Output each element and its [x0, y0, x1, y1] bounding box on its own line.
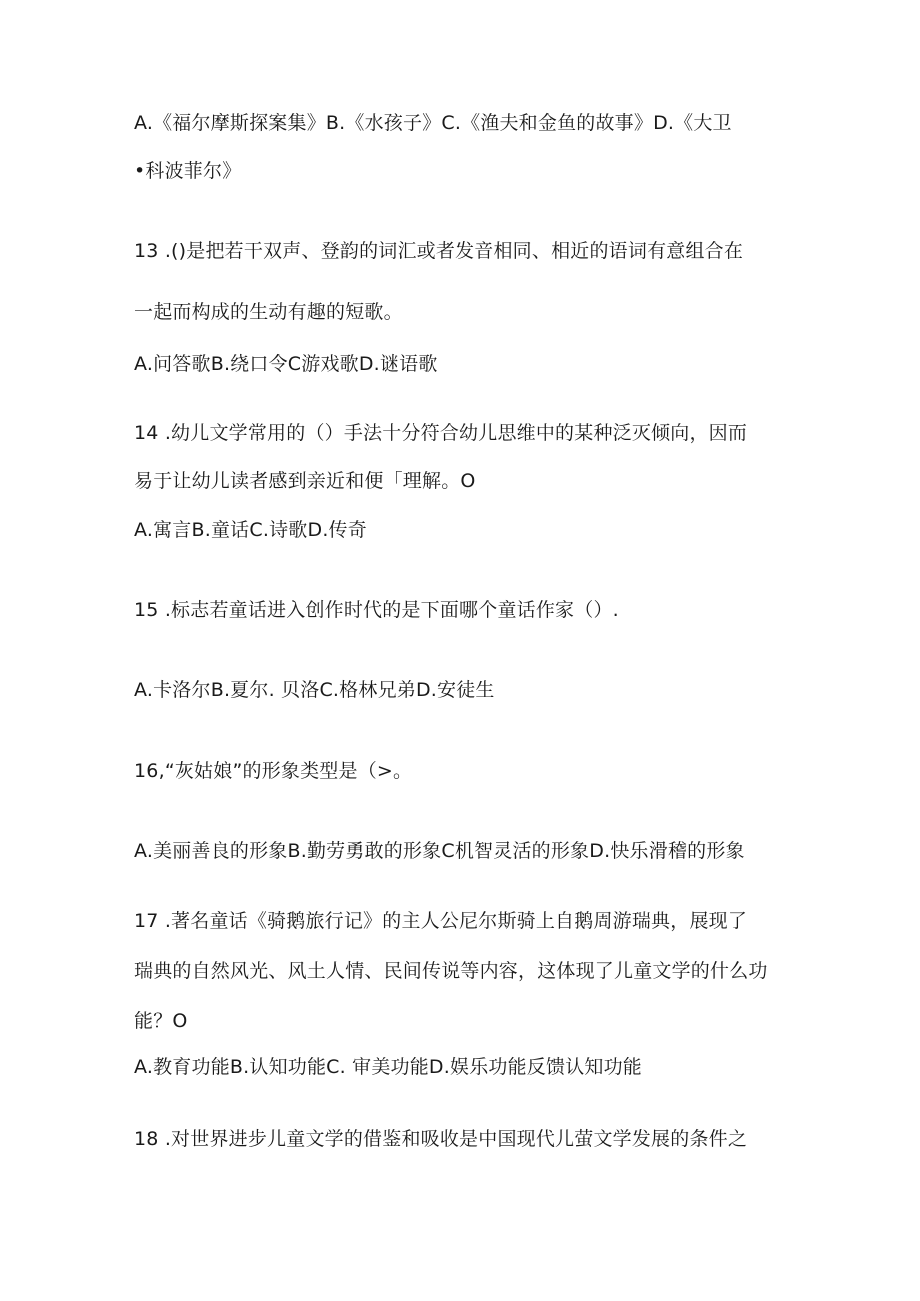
q14-question-line-1: 14 .幼儿文学常用的（）手法十分符合幼儿思维中的某种泛灭倾向，因而 [134, 422, 748, 444]
q16-options: A.美丽善良的形象B.勤劳勇敢的形象C机智灵活的形象D.快乐滑稽的形象 [134, 840, 745, 862]
q18-question-line-1: 18 .对世界进步儿童文学的借鉴和吸收是中国现代儿萤文学发展的条件之 [134, 1128, 748, 1150]
q12-options-line-1: A.《福尔摩斯探案集》B.《水孩子》C.《渔夫和金鱼的故事》D.《大卫 [134, 112, 732, 134]
q13-question-line-1: 13 .()是把若干双声、登韵的词汇或者发音相同、相近的语词有意组合在 [134, 240, 744, 262]
q13-options: A.问答歌B.绕口令C游戏歌D.谜语歌 [134, 353, 438, 375]
q17-question-line-3: 能？O [134, 1010, 188, 1032]
q15-question: 15 .标志若童话进入创作时代的是下面哪个童话作家（）. [134, 599, 619, 621]
q17-options: A.教育功能B.认知功能C. 审美功能D.娱乐功能反馈认知功能 [134, 1056, 642, 1078]
q16-question: 16,“灰姑娘”的形象类型是（>。 [134, 760, 413, 782]
q17-question-line-1: 17 .著名童话《骑鹅旅行记》的主人公尼尔斯骑上自鹅周游瑞典，展现了 [134, 910, 748, 932]
q14-question-line-2: 易于让幼儿读者感到亲近和便「理解。O [134, 470, 476, 492]
q14-options: A.寓言B.童话C.诗歌D.传奇 [134, 519, 367, 541]
q13-question-line-2: 一起而构成的生动有趣的短歌。 [134, 301, 403, 323]
q17-question-line-2: 瑞典的自然风光、风土人情、民间传说等内容，这体现了儿童文学的什么功 [134, 960, 768, 982]
q15-options: A.卡洛尔B.夏尔. 贝洛C.格林兄弟D.安徒生 [134, 679, 495, 701]
q12-options-line-2: •科波菲尔》 [134, 160, 242, 182]
